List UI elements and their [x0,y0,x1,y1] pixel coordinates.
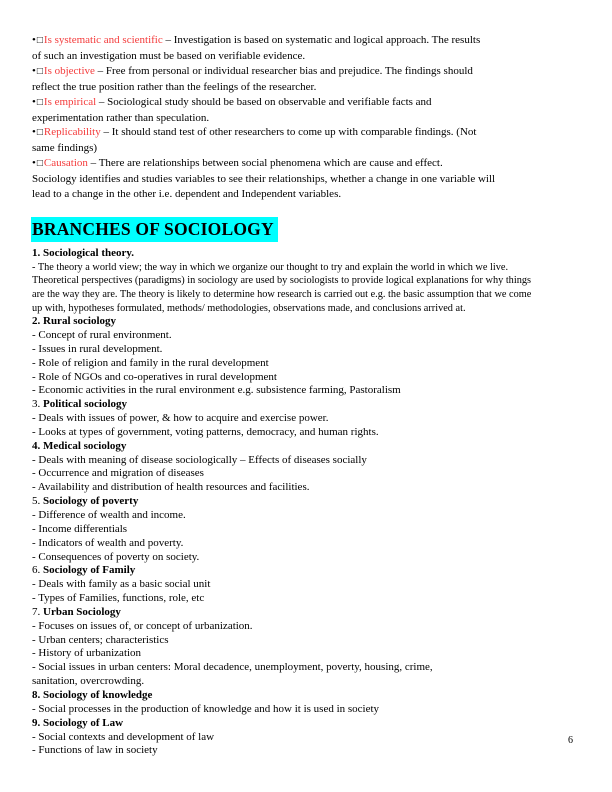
section-heading [32,689,584,703]
section-item: - Urban centers; characteristics [32,633,169,646]
section-item: - Social processes in the production of knowledge and how it is used in society [32,702,380,715]
section-item: - Indicators of wealth and poverty. [32,536,184,549]
section-item: - Economic activities in the rural environment e.g. subsistence farming, Pastoralism [32,384,401,397]
missing-glyph-box-icon: □ [36,127,44,139]
sections [32,247,584,758]
term-text: Replicability [43,126,101,139]
section-number: 5. [32,495,41,508]
section-title: Political sociology [43,398,128,411]
section-item: - Income differentials [32,522,128,535]
section-item: - Looks at types of government, voting patterns, democracy, and human rights. [32,425,379,438]
section-title: Sociological theory. [43,246,135,259]
section-item: - Deals with issues of power, & how to acquire and exercise power. [32,412,329,425]
section-number: 4. [32,439,41,452]
section-item: - Concept of rural environment. [32,329,172,342]
page-number: 6 [568,735,573,746]
list-item [32,33,584,49]
section-item: - Types of Families, functions, role, etc [32,592,205,605]
section-heading [32,564,584,578]
section-number: 3. [32,398,41,411]
section-item: - Consequences of poverty on society. [32,550,200,563]
bullet-icon: •□ [32,95,44,108]
section-paragraph-line: up with, hypotheses formulated, methods/ methodologies, observations made, and conclusions arrived at. [32,302,466,314]
sociology-characteristics-list [32,33,584,202]
section-number: 2. [32,315,41,328]
term-text: Is systematic and scientific [43,34,163,46]
section-number: 7. [32,605,41,618]
section-item: - Focuses on issues of, or concept of urbanization. [32,619,253,632]
section-item: - Occurrence and migration of diseases [32,467,204,480]
list-item-continuation: lead to a change in the other i.e. dependent and Independent variables. [32,188,342,201]
section-item: - Difference of wealth and income. [32,509,186,521]
term-text: Causation [43,157,88,170]
section-title: Sociology of Law [43,716,124,729]
branches-heading-text: BRANCHES OF SOCIOLOGY [31,217,278,242]
item-text: – Sociological study should be based on observable and verifiable facts and [96,95,432,108]
section-heading [32,606,584,620]
branches-heading [31,217,584,242]
section-item: - Role of NGOs and co-operatives in rural development [32,370,277,383]
section-number: 1. [32,246,41,259]
missing-glyph-box-icon: □ [36,35,44,46]
section-title: Rural sociology [43,315,117,328]
section-item: - History of urbanization [32,647,142,660]
section-heading [32,315,584,329]
section-item: - Issues in rural development. [32,342,163,355]
list-item-continuation: reflect the true position rather than the feelings of the researcher. [32,80,317,93]
section-heading [32,495,584,509]
list-item [32,125,584,141]
section-number: 6. [32,564,41,577]
section-item: - Role of religion and family in the rural development [32,356,269,369]
item-text: – There are relationships between social phenomena which are cause and effect. [87,157,443,170]
item-text: – Investigation is based on systematic and logical approach. The results [162,34,481,46]
section-heading [32,717,584,731]
list-item [32,156,584,172]
item-text: – Free from personal or individual researcher bias and prejudice. The findings should [94,64,473,77]
list-item-continuation: of such an investigation must be based on verifiable evidence. [32,49,306,62]
list-item-continuation: experimentation rather than speculation. [32,111,210,124]
section-item: - Deals with meaning of disease sociologically – Effects of diseases socially [32,453,367,466]
section-paragraph-line: - The theory a world view; the way in which we organize our thought to try and explain the world in which we live. [32,261,509,273]
list-item [32,64,584,80]
bullet-icon: •□ [32,34,44,46]
missing-glyph-box-icon: □ [36,96,44,108]
section-title: Urban Sociology [43,605,121,618]
section-heading [32,398,584,412]
bullet-icon: •□ [32,157,44,170]
bullet-icon: •□ [32,64,44,77]
missing-glyph-box-icon: □ [36,158,44,170]
list-item-continuation: same findings) [32,142,98,155]
section-number: 9. [32,716,41,729]
section-number: 8. [32,688,41,701]
list-item-continuation: Sociology identifies and studies variables to see their relationships, whether a change in one variable will [32,173,496,186]
section-paragraph-line: are the way they are. The theory is likely to determine how research is carried out e.g. the basic assumption that we come [32,289,532,300]
section-heading [32,440,584,454]
item-text: – It should stand test of other researchers to come up with comparable findings. (Not [100,126,477,139]
bullet-icon: •□ [32,126,44,139]
section-title: Sociology of poverty [43,495,139,508]
list-item [32,95,584,111]
section-item: - Social contexts and development of law [32,730,215,743]
section-item: - Availability and distribution of health resources and facilities. [32,481,310,494]
term-text: Is empirical [43,95,97,108]
section-title: Sociology of knowledge [43,688,153,701]
document-content [32,33,584,758]
section-item-continuation: sanitation, overcrowding. [32,675,145,688]
section-title: Sociology of Family [43,564,136,577]
section-heading [32,247,584,261]
section-item: - Deals with family as a basic social unit [32,578,211,591]
section-item: - Functions of law in society [32,744,158,757]
section-title: Medical sociology [43,439,127,452]
term-text: Is objective [43,64,95,77]
section-paragraph-line: Theoretical perspectives (paradigms) in sociology are used by sociologists to provide logical explanations for why things [32,275,531,287]
section-item: - Social issues in urban centers: Moral decadence, unemployment, poverty, housing, crime, [32,661,433,674]
missing-glyph-box-icon: □ [36,65,44,77]
